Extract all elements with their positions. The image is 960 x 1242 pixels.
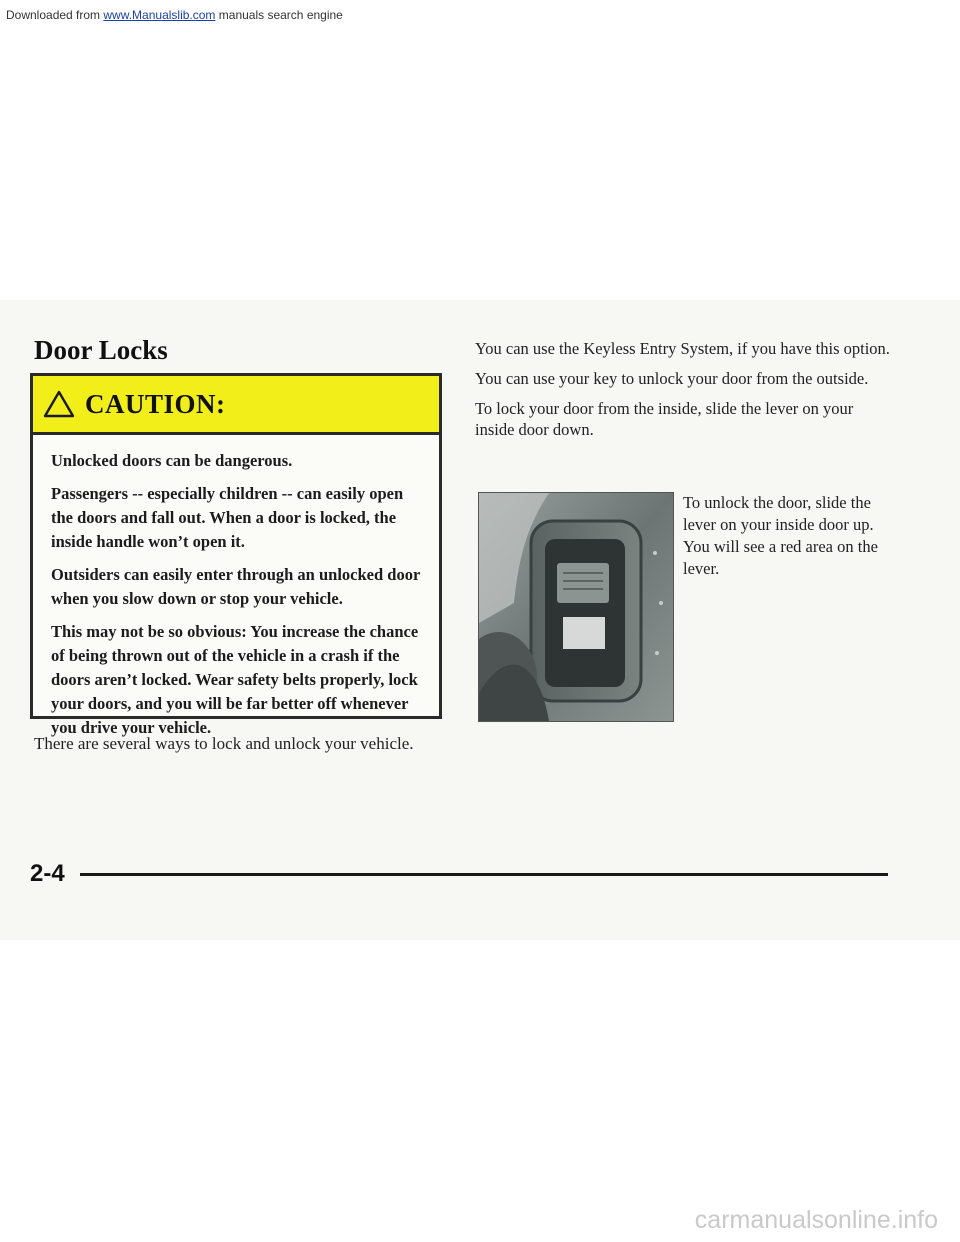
- right-column: [475, 338, 895, 449]
- caution-banner: [33, 376, 439, 435]
- keyless-entry-paragraph: You can use the Keyless Entry System, if you have this option.: [475, 339, 890, 358]
- caution-body: [33, 435, 439, 740]
- download-watermark: [6, 8, 343, 22]
- door-lock-lever-photo: [478, 492, 674, 722]
- watermark-suffix: manuals search engine: [215, 8, 343, 22]
- page-number: 2-4: [30, 860, 65, 887]
- warning-triangle-icon: [43, 390, 75, 418]
- caution-paragraph: Unlocked doors can be dangerous.: [51, 451, 293, 470]
- footer-rule: [80, 873, 888, 876]
- inside-lock-paragraph: To lock your door from the inside, slide the lever on your inside door down.: [475, 399, 854, 439]
- caution-paragraph: Passengers -- especially children -- can easily open the doors and fall out. When a door is locked, the inside handle won’t open it.: [51, 484, 404, 551]
- site-watermark: carmanualsonline.info: [694, 1206, 938, 1234]
- ways-to-lock-text: There are several ways to lock and unlock your vehicle.: [34, 734, 414, 753]
- caution-label: CAUTION:: [85, 388, 226, 419]
- section-title: Door Locks: [34, 335, 168, 365]
- caution-paragraph: This may not be so obvious: You increase the chance of being thrown out of the vehicle in a crash if the doors aren’t locked. Wear safety belts properly, lock your doors, and you will be far better off whenever you drive your vehicle.: [51, 622, 419, 737]
- unlock-instruction-text: To unlock the door, slide the lever on your inside door up. You will see a red area on the lever.: [683, 493, 878, 578]
- caution-box: [30, 373, 442, 737]
- key-unlock-paragraph: You can use your key to unlock your door from the outside.: [475, 369, 869, 388]
- photo-caption: [683, 492, 893, 580]
- caution-paragraph: Outsiders can easily enter through an unlocked door when you slow down or stop your vehicle.: [51, 565, 421, 608]
- manualslib-link[interactable]: www.Manualslib.com: [103, 8, 216, 22]
- watermark-prefix: Downloaded from: [6, 8, 104, 22]
